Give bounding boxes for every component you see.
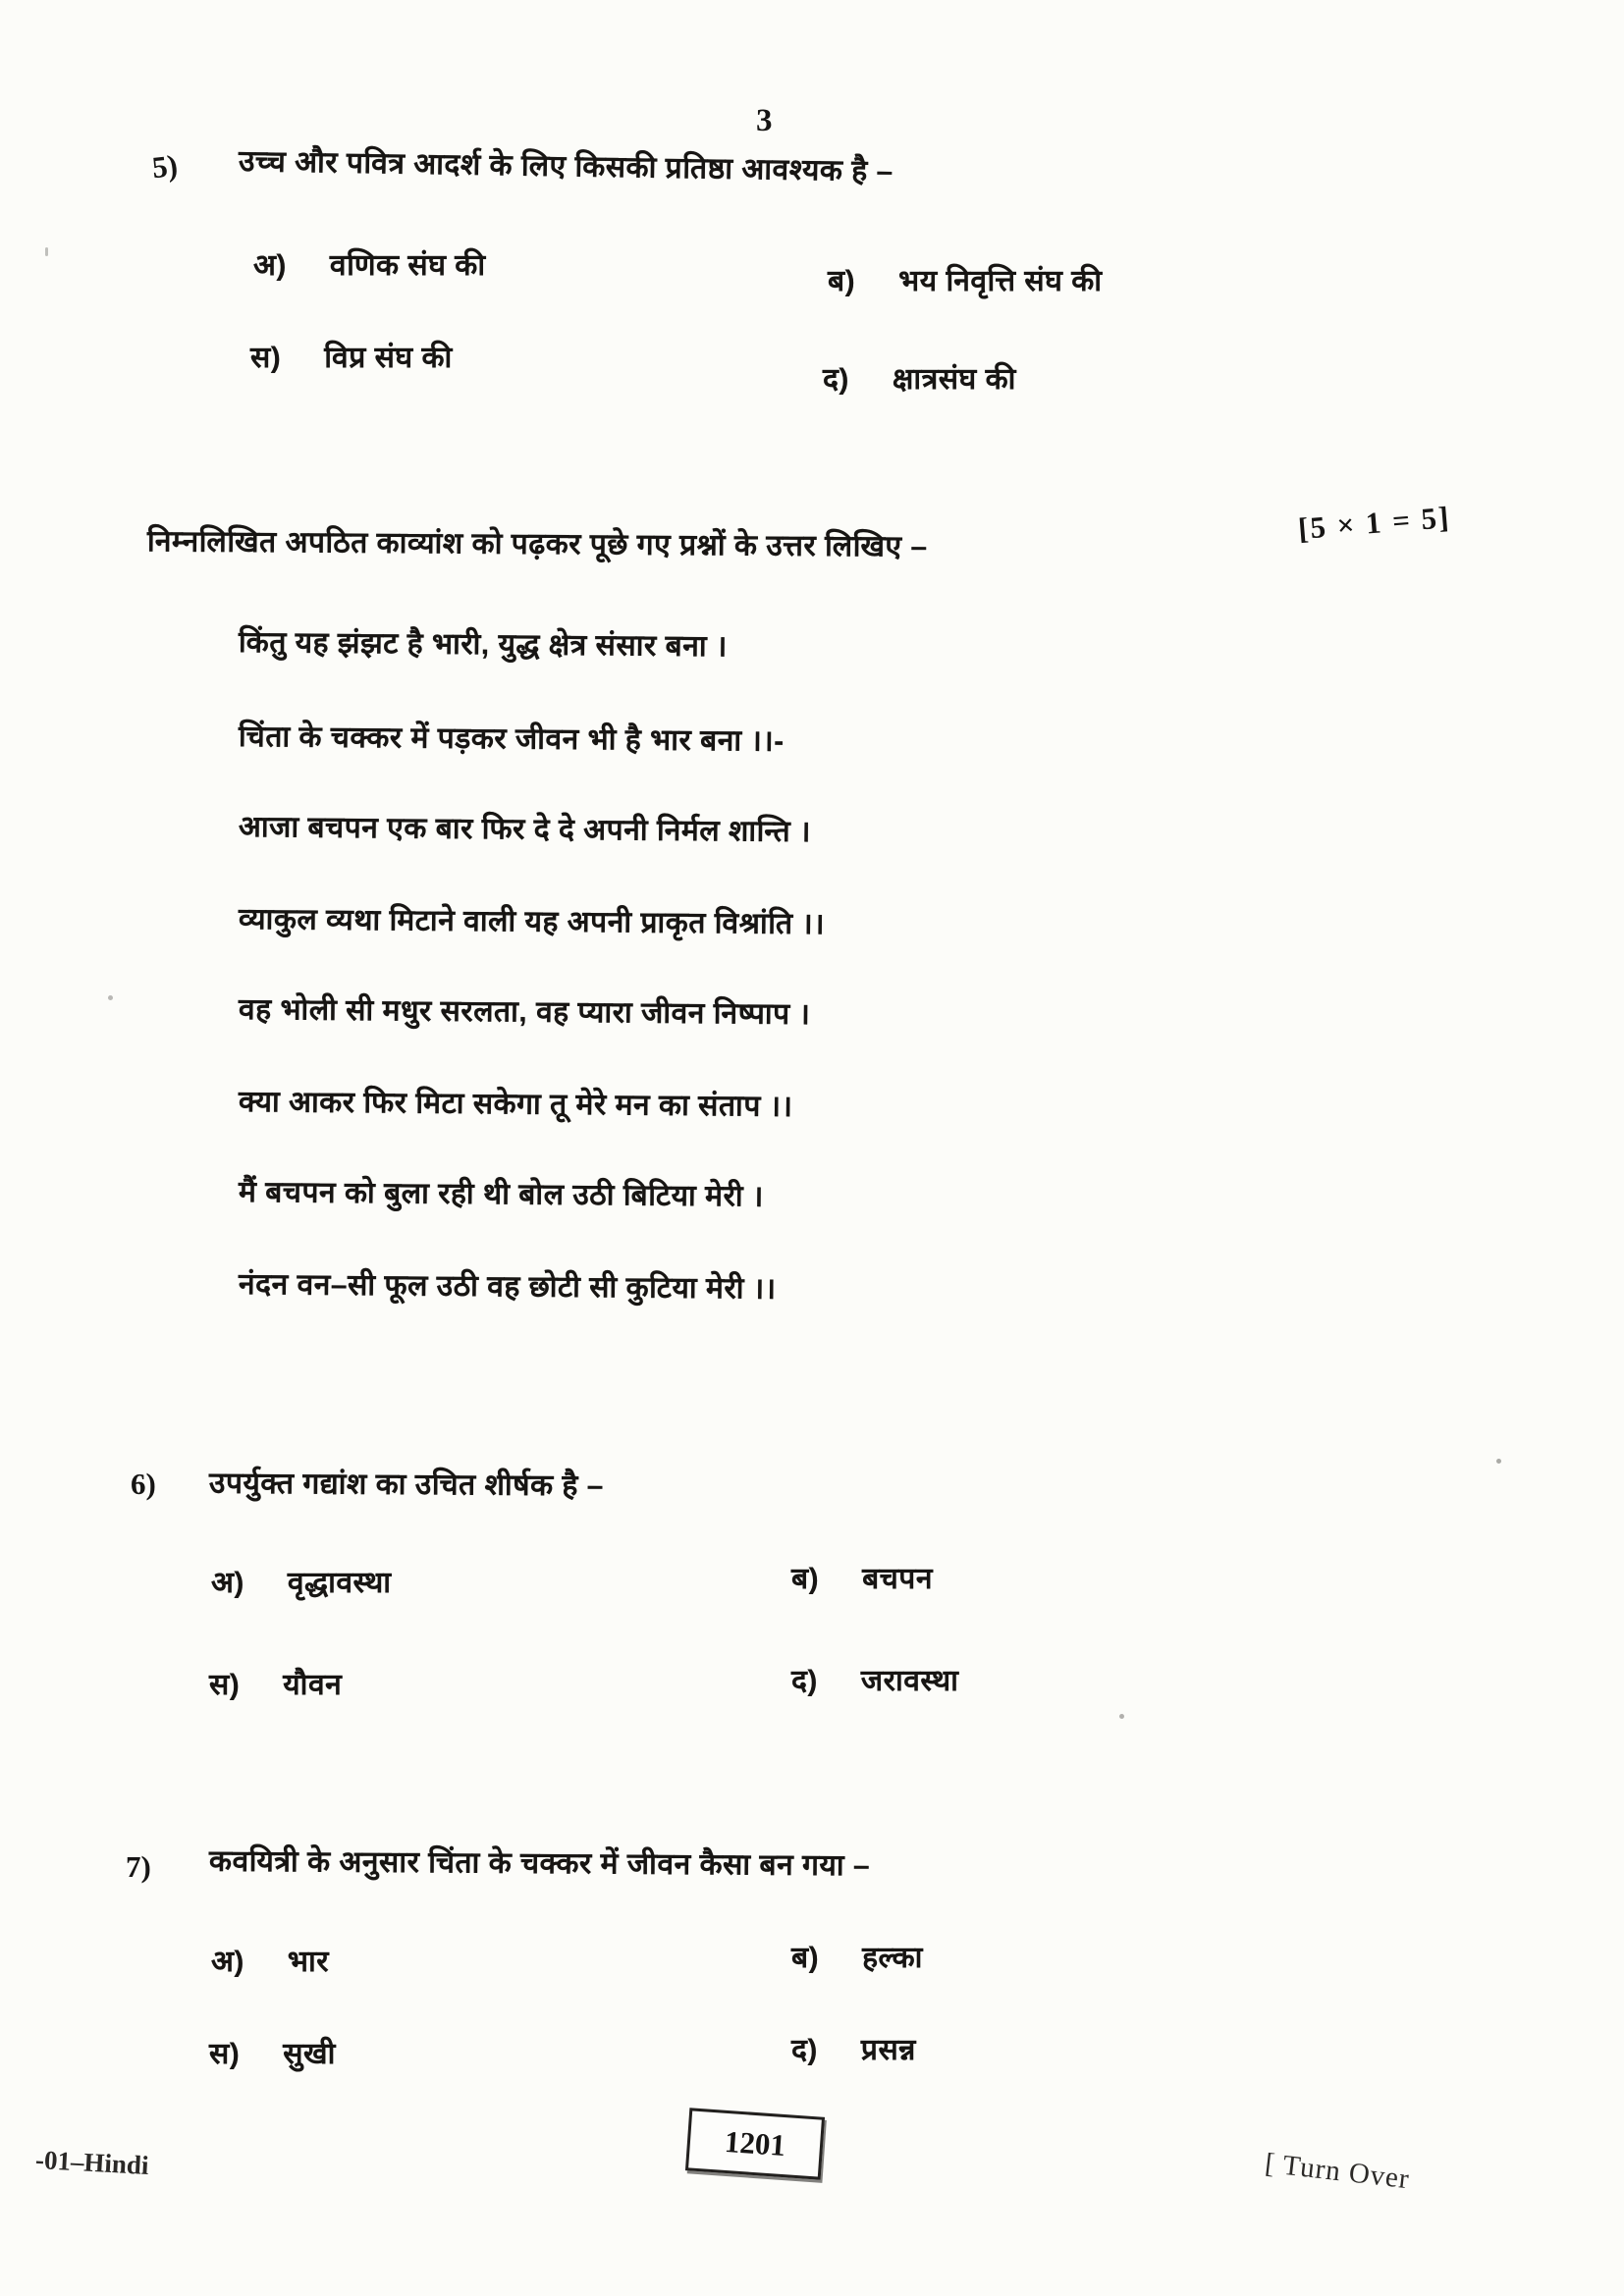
question-5-option-d [823, 357, 1016, 398]
option-text: बचपन [862, 1563, 933, 1595]
question-6-option-d [791, 1659, 958, 1699]
question-text: कवयित्री के अनुसार चिंता के चक्कर में जीवन कैसा बन गया – [208, 1844, 871, 1883]
scan-speck [45, 247, 48, 256]
question-number: 5) [150, 147, 180, 186]
question-number: 7) [126, 1849, 151, 1884]
option-text: यौवन [283, 1669, 343, 1701]
question-6-option-b [791, 1557, 933, 1597]
passage-instruction: निम्नलिखित अपठित काव्यांश को पढ़कर पूछे गए प्रश्नों के उत्तर लिखिए – [146, 525, 928, 563]
question-5-option-b [828, 259, 1103, 299]
scan-speck [1496, 1459, 1501, 1464]
question-7-option-s [209, 2032, 336, 2072]
question-5-option-s [250, 336, 453, 376]
poem-line: किंतु यह झंझट है भारी, युद्ध क्षेत्र संसार बना । [238, 626, 728, 664]
option-label: स) [250, 342, 282, 374]
poem-line: चिंता के चक्कर में पड़कर जीवन भी है भार बना ।।- [238, 721, 785, 758]
footer-paper-code: -01–Hindi [34, 2144, 150, 2181]
question-5-option-a [253, 243, 486, 284]
option-text: हल्का [862, 1942, 923, 1974]
poem-line: व्याकुल व्यथा मिटाने वाली यह अपनी प्राकृत विश्रांति ।। [238, 903, 826, 941]
question-text: उपर्युक्त गद्यांश का उचित शीर्षक है – [208, 1467, 604, 1503]
question-7-option-d [791, 2028, 916, 2068]
option-text: वणिक संघ की [329, 249, 486, 282]
option-label: द) [823, 363, 849, 396]
question-7-option-b [791, 1936, 923, 1976]
poem-line: क्या आकर फिर मिटा सकेगा तू मेरे मन का संताप ।। [238, 1086, 793, 1123]
scan-speck [1119, 1714, 1124, 1719]
option-label: अ) [211, 1567, 244, 1599]
option-label: अ) [253, 249, 287, 282]
turn-over-label: [ Turn Over [1263, 2147, 1412, 2196]
option-text: प्रसन्न [860, 2034, 916, 2066]
option-label: ब) [791, 1563, 820, 1595]
option-text: वृद्धावस्था [287, 1567, 392, 1599]
marks-badge: [5 × 1 = 5] [1296, 499, 1452, 547]
poem-line: आजा बचपन एक बार फिर दे दे अपनी निर्मल शान्ति । [238, 811, 812, 849]
page-number: 3 [756, 103, 773, 138]
scan-speck [108, 995, 113, 1000]
option-text: विप्र संघ की [324, 342, 453, 374]
option-label: द) [791, 1665, 818, 1697]
option-label: स) [209, 2038, 241, 2070]
option-text: जरावस्था [860, 1665, 959, 1697]
option-label: अ) [211, 1946, 244, 1978]
poem-line: वह भोली सी मधुर सरलता, वह प्यारा जीवन निष्पाप । [238, 993, 811, 1032]
poem-line: मैं बचपन को बुला रही थी बोल उठी बिटिया मेरी । [238, 1176, 764, 1213]
question-text: उच्च और पवित्र आदर्श के लिए किसकी प्रतिष्ठा आवश्यक है – [238, 145, 893, 188]
option-label: द) [791, 2034, 818, 2066]
option-label: स) [209, 1669, 241, 1701]
option-label: ब) [791, 1942, 820, 1974]
poem-line: नंदन वन–सी फूल उठी वह छोटी सी कुटिया मेरी ।। [238, 1268, 777, 1306]
option-text: भार [287, 1946, 330, 1978]
question-6-option-a [211, 1561, 392, 1601]
option-label: ब) [828, 265, 856, 297]
option-text: सुखी [283, 2038, 336, 2070]
option-text: क्षात्रसंघ की [892, 363, 1016, 396]
footer-code-number: 1201 [723, 2123, 787, 2163]
question-7-option-a [211, 1940, 329, 1980]
question-number: 6) [131, 1467, 156, 1501]
question-6-option-s [209, 1663, 342, 1703]
option-text: भय निवृत्ति संघ की [898, 265, 1103, 297]
footer-code-box [685, 2108, 825, 2179]
